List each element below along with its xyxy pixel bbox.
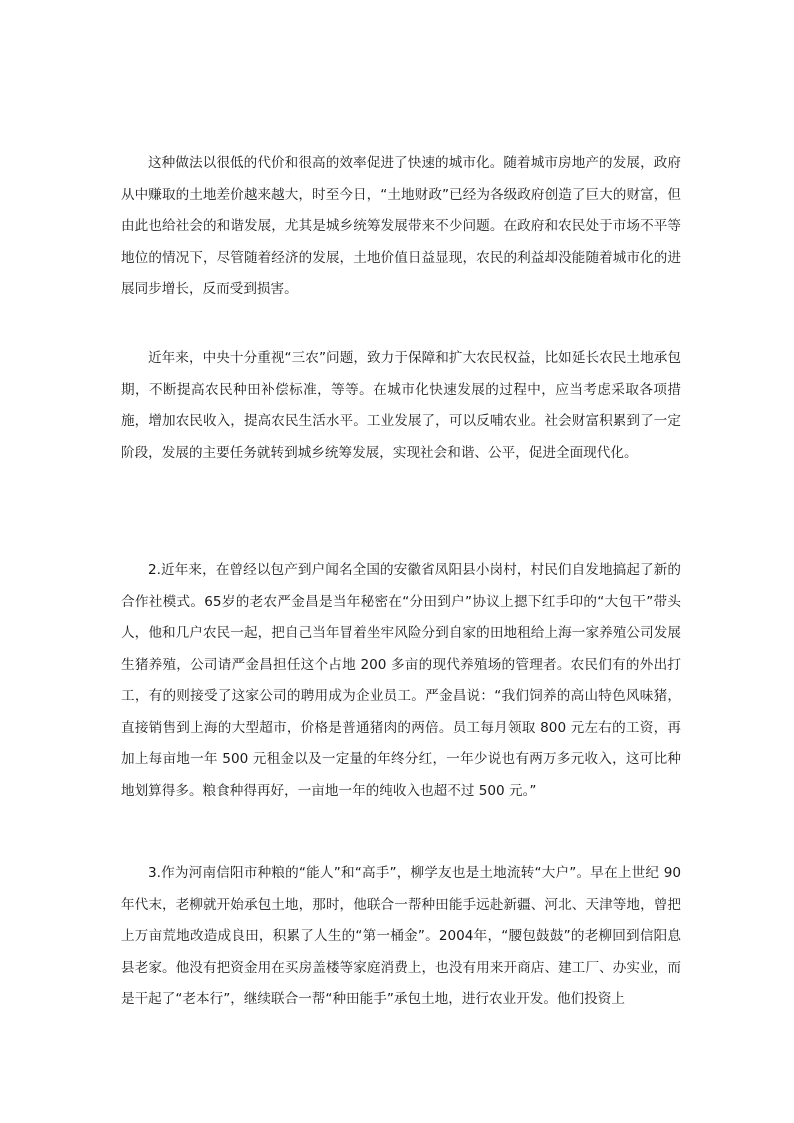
paragraph-sannong-policy: 近年来，中央十分重视“三农”问题，致力于保障和扩大农民权益，比如延长农民土地承包期，不断提高农民种田补偿标准，等等。在城市化快速发展的过程中，应当考虑采取各项措施，增加农民收入，提高农民生活水平。工业发展了，可以反哺农业。社会财富积累到了一定阶段，发展的主要任务就转到城乡统筹发展，实现社会和谐、公平，促进全面现代化。 [121,350,681,461]
paragraph-xiaogang-cooperative: 2.近年来，在曾经以包产到户闻名全国的安徽省凤阳县小岗村，村民们自发地搞起了新的合作社模式。65岁的老农严金昌是当年秘密在“分田到户”协议上摁下红手印的“大包干”带头人，他和几户农民一起，把自己当年冒着坐牢风险分到自家的田地租给上海一家养殖公司发展生猪养殖，公司请严金昌担任这个占地 200 多亩的现代养殖场的管理者。农民们有的外出打工，有的则接受了这家公司的聘用成为企业员工。严金昌说：“我们饲养的高山特色风味猪，直接销售到上海的大型超市，价格是普通猪肉的两倍。员工每月领取 800 元左右的工资，再加上每亩地一年 500 元租金以及一定量的年终分红，一年少说也有两万多元收入，这可比种地划算得多。粮食种得再好，一亩地一年的纯收入也超不过 500 元。” [121,562,681,799]
paragraph-urbanization-cost: 这种做法以很低的代价和很高的效率促进了快速的城市化。随着城市房地产的发展，政府从中赚取的土地差价越来越大，时至今日，“土地财政”已经为各级政府创造了巨大的财富，但由此也给社会的和谐发展，尤其是城乡统筹发展带来不少问题。在政府和农民处于市场不平等地位的情况下，尽管随着经济的发展，土地价值日益显现，农民的利益却没能随着城市化的进展同步增长，反而受到损害。 [121,155,681,297]
paragraph-liu-xueyou: 3.作为河南信阳市种粮的“能人”和“高手”，柳学友也是土地流转“大户”。早在上世纪 90 年代末，老柳就开始承包土地，那时，他联合一帮种田能手远赴新疆、河北、天津等地，曾把上万亩荒地改造成良田，积累了人生的“第一桶金”。2004年，“腰包鼓鼓”的老柳回到信阳息县老家。他没有把资金用在买房盖楼等家庭消费上，也没有用来开商店、建工厂、办实业，而是干起了“老本行”，继续联合一帮“种田能手”承包土地，进行农业开发。他们投资上 [121,865,681,1007]
